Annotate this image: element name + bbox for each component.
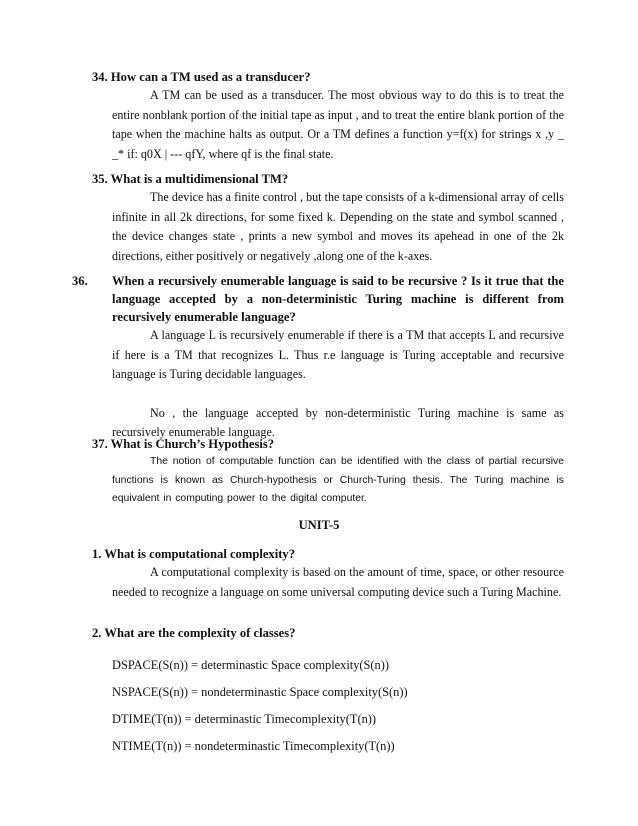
complexity-class-line: DSPACE(S(n)) = determinastic Space complexity(S(n)) (112, 658, 390, 672)
question-36-answer-2: No , the language accepted by non-deterministic Turing machine is same as recursively enumerable language. (112, 405, 564, 439)
complexity-class-line: DTIME(T(n)) = determinastic Timecomplexity(T(n)) (112, 712, 377, 726)
question-37-answer: The notion of computable function can be identified with the class of partial recursive functions is known as Church-hypothesis or Church-Turing thesis. The Turing machine is equivalent in computing power to the digital computer. (112, 456, 564, 504)
question-34-title: 34. How can a TM used as a transducer? (92, 70, 311, 84)
question-35-answer: The device has a finite control , but the tape consists of a k-dimensional array of cells infinite in all 2k directions, for some fixed k. Depending on the state and symbol scanned , the device changes state , prints a new symbol and moves its apehead in one of the 2k directions, either positively or negatively ,along one of the k-axes. (112, 190, 564, 263)
question-36-title (72, 272, 564, 326)
complexity-class-line: NTIME(T(n)) = nondeterminastic Timecomplexity(T(n)) (112, 739, 395, 753)
question-36-title-text: When a recursively enumerable language is said to be recursive ? Is it true that the language accepted by a non-deterministic Turing machine is different from recursively enumerable language? (112, 274, 564, 324)
unit-heading: UNIT-5 (298, 518, 340, 532)
unit5-question-1 (92, 545, 564, 602)
question-36-number: 36. (72, 274, 88, 288)
complexity-class-line: NSPACE(S(n)) = nondeterminastic Space complexity(S(n)) (112, 685, 408, 699)
question-35 (92, 170, 564, 266)
question-37-title: 37. What is Church’s Hypothesis? (92, 437, 275, 451)
unit5-question-1-answer: A computational complexity is based on the amount of time, space, or other resource needed to recognize a language on some universal computing device such a Turing Machine. (112, 565, 564, 599)
unit5-question-1-title: 1. What is computational complexity? (92, 547, 296, 561)
unit5-question-2-title: 2. What are the complexity of classes? (92, 626, 296, 640)
question-34-answer: A TM can be used as a transducer. The most obvious way to do this is to treat the entire nonblank portion of the initial tape as input , and to treat the entire blank portion of the tape when the machine halts as output. Or a TM defines a function y=f(x) for strings x ,y _ _* if: q0X | --- qfY, where qf is the final state. (112, 88, 564, 161)
question-36 (72, 272, 564, 443)
question-34 (92, 68, 564, 164)
unit5-question-2 (92, 624, 564, 642)
question-36-answer-1: A language L is recursively enumerable if there is a TM that accepts L and recursive if here is a TM that recognizes L. Thus r.e language is Turing acceptable and recursive language is Turing decidable languages. (112, 328, 564, 381)
question-35-title: 35. What is a multidimensional TM? (92, 172, 289, 186)
question-37 (92, 435, 564, 509)
